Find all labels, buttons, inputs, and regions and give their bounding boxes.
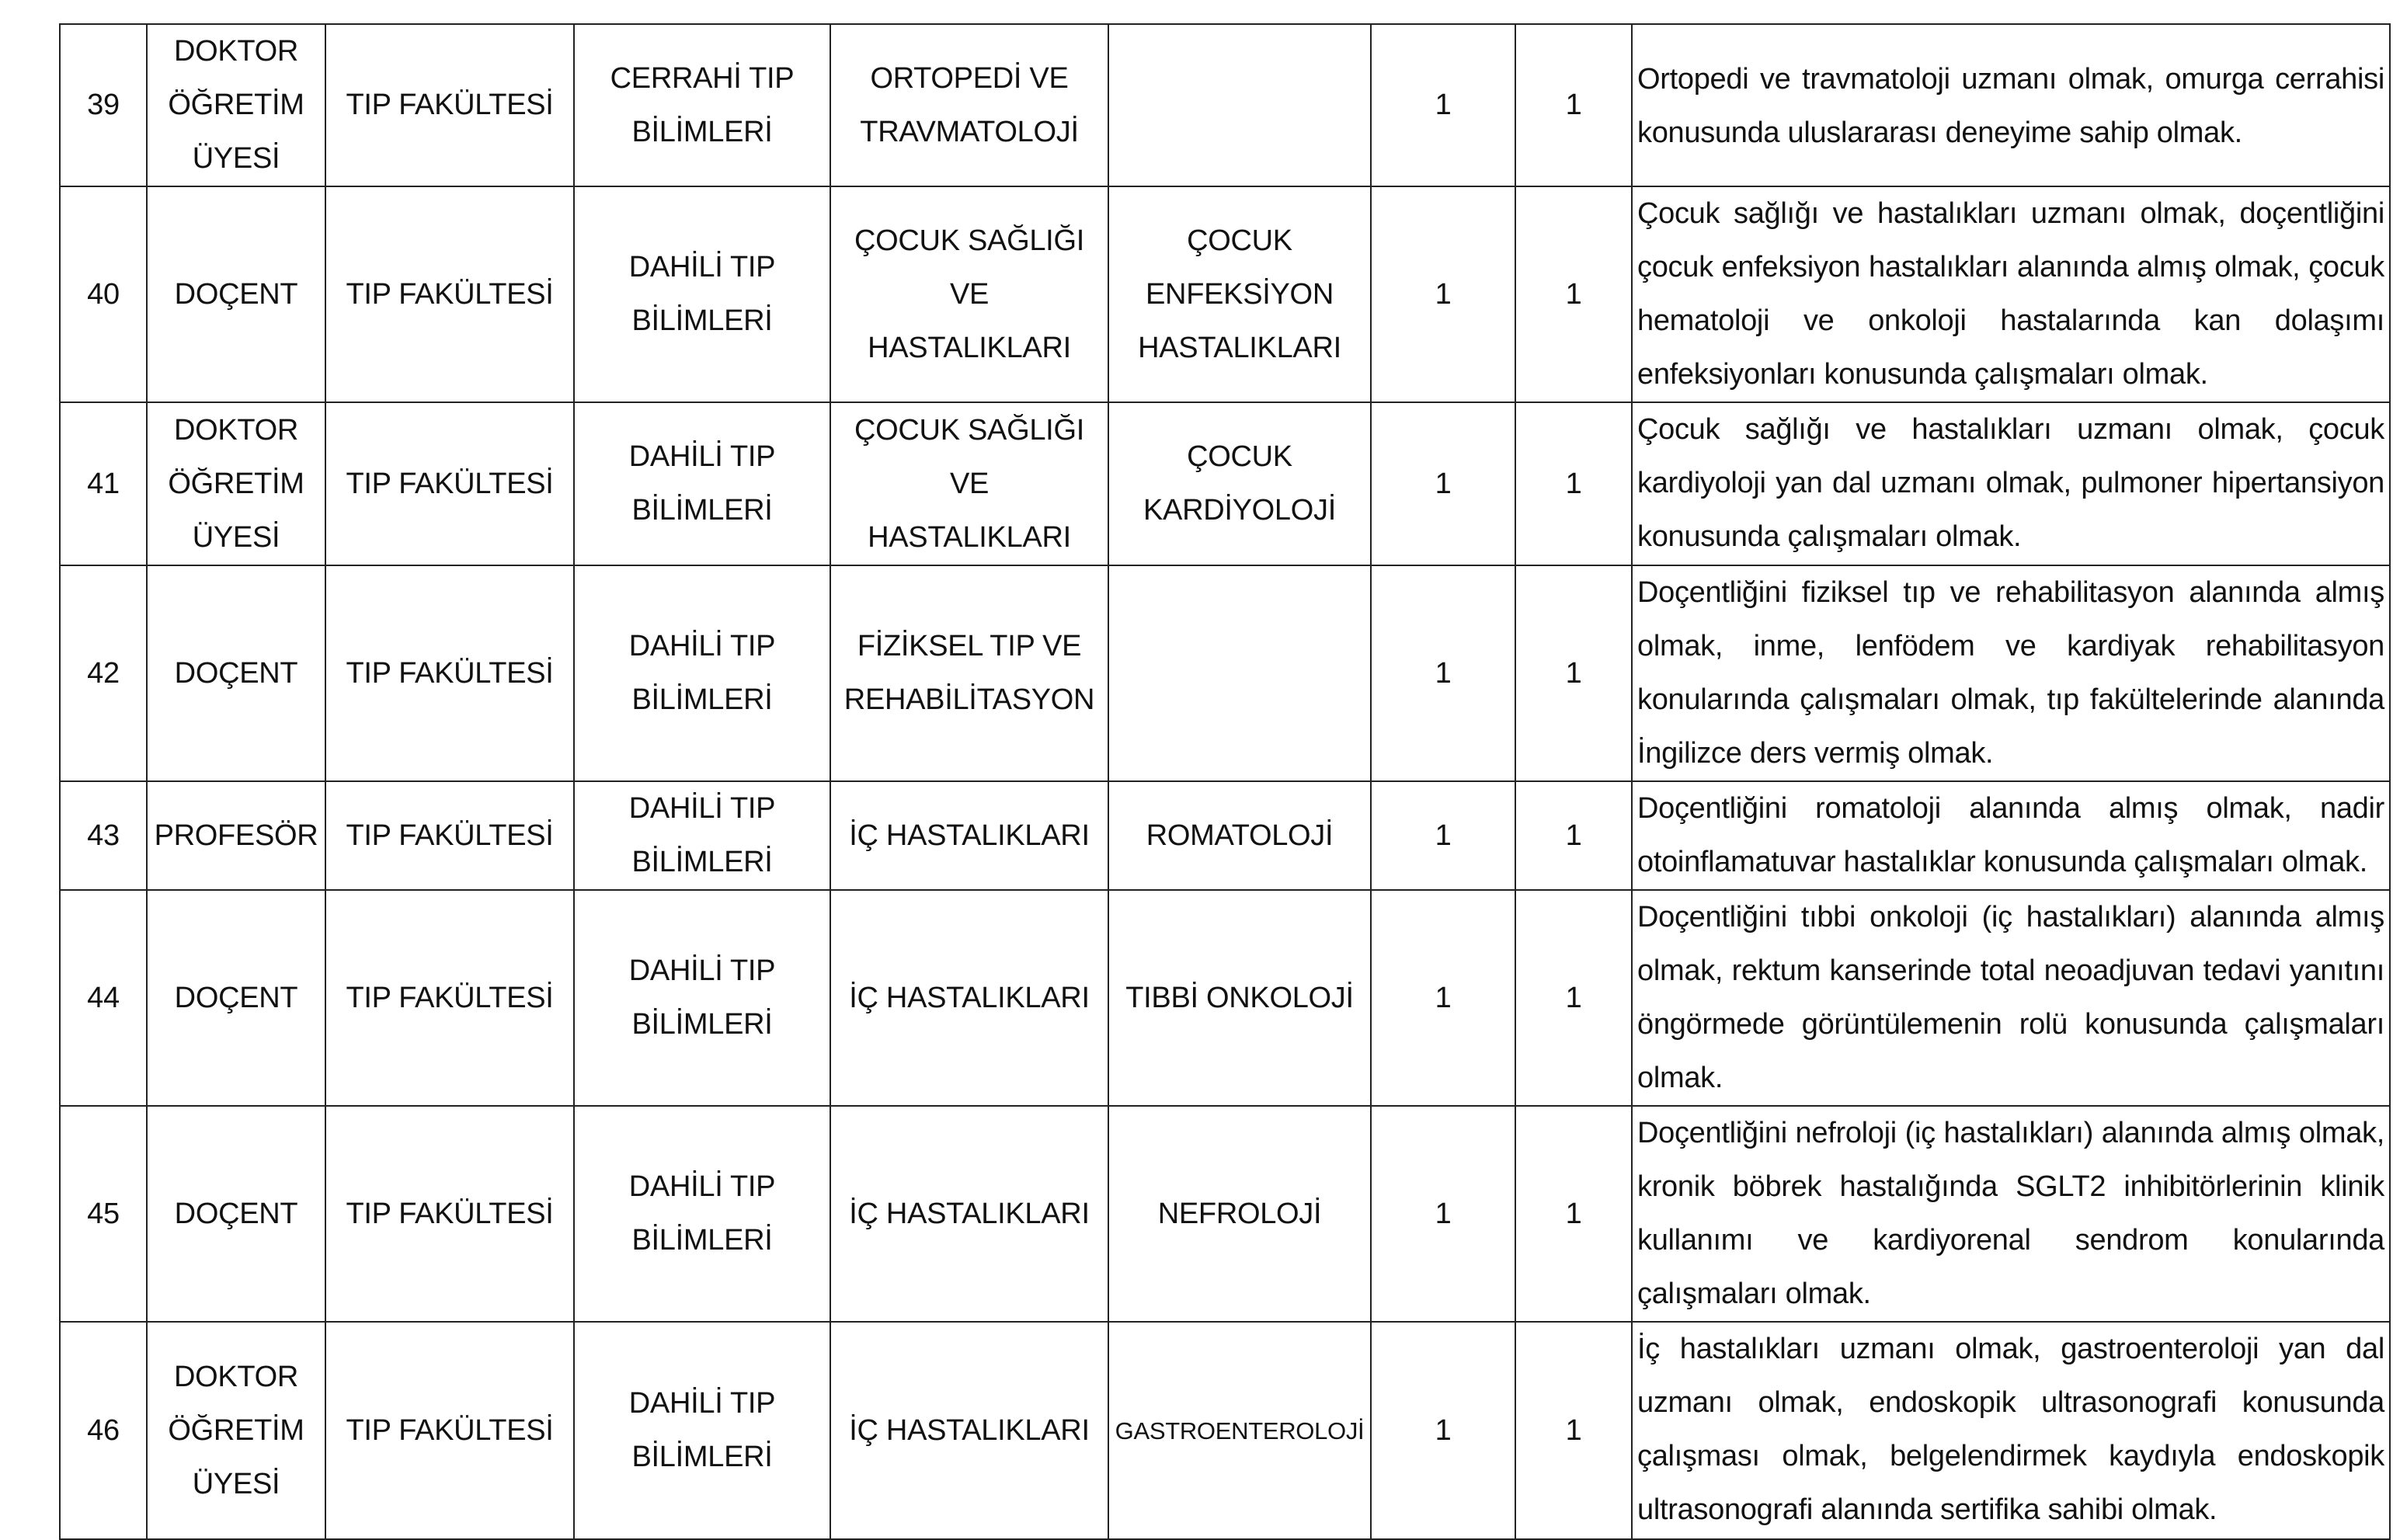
division: ÇOCUK SAĞLIĞI VE HASTALIKLARI: [830, 402, 1108, 565]
faculty: TIP FAKÜLTESİ: [325, 781, 574, 890]
division: ORTOPEDİ VE TRAVMATOLOJİ: [830, 24, 1108, 186]
division: FİZİKSEL TIP VE REHABİLİTASYON: [830, 565, 1108, 781]
position-count: 1: [1371, 781, 1515, 890]
academic-title: DOÇENT: [147, 1106, 325, 1322]
table-row: [60, 890, 2390, 1106]
row-number: 44: [60, 890, 147, 1106]
requirements: Çocuk sağlığı ve hastalıkları uzmanı olmak, çocuk kardiyoloji yan dal uzmanı olmak, pulmoner hipertansiyon konusunda çalışmaları olmak.: [1632, 402, 2390, 565]
position-count: 1: [1371, 1106, 1515, 1322]
row-number: 43: [60, 781, 147, 890]
position-count: 1: [1371, 402, 1515, 565]
position-count-total: 1: [1515, 890, 1632, 1106]
academic-title: PROFESÖR: [147, 781, 325, 890]
row-number: 40: [60, 186, 147, 402]
faculty: TIP FAKÜLTESİ: [325, 565, 574, 781]
faculty: TIP FAKÜLTESİ: [325, 890, 574, 1106]
department: CERRAHİ TIP BİLİMLERİ: [574, 24, 830, 186]
row-number: 41: [60, 402, 147, 565]
faculty: TIP FAKÜLTESİ: [325, 402, 574, 565]
position-count: 1: [1371, 565, 1515, 781]
position-count: 1: [1371, 186, 1515, 402]
department: DAHİLİ TIP BİLİMLERİ: [574, 402, 830, 565]
table-row: [60, 1106, 2390, 1322]
subdivision: ÇOCUK ENFEKSİYON HASTALIKLARI: [1108, 186, 1371, 402]
table-row: [60, 781, 2390, 890]
academic-title: DOKTOR ÖĞRETİM ÜYESİ: [147, 24, 325, 186]
academic-title: DOKTOR ÖĞRETİM ÜYESİ: [147, 402, 325, 565]
department: DAHİLİ TIP BİLİMLERİ: [574, 1322, 830, 1539]
requirements: Çocuk sağlığı ve hastalıkları uzmanı olmak, doçentliğini çocuk enfeksiyon hastalıkları alanında almış olmak, çocuk hematoloji ve onkoloji hastalarında kan dolaşımı enfeksiyonları konusunda çalışmaları olmak.: [1632, 186, 2390, 402]
academic-title: DOÇENT: [147, 890, 325, 1106]
academic-title: DOÇENT: [147, 186, 325, 402]
subdivision: ROMATOLOJİ: [1108, 781, 1371, 890]
department: DAHİLİ TIP BİLİMLERİ: [574, 565, 830, 781]
row-number: 42: [60, 565, 147, 781]
faculty: TIP FAKÜLTESİ: [325, 24, 574, 186]
requirements: Doçentliğini tıbbi onkoloji (iç hastalıkları) alanında almış olmak, rektum kanserinde total neoadjuvan tedavi yanıtını öngörmede görüntülemenin rolü konusunda çalışmaları olmak.: [1632, 890, 2390, 1106]
division: İÇ HASTALIKLARI: [830, 1106, 1108, 1322]
position-count-total: 1: [1515, 1106, 1632, 1322]
department: DAHİLİ TIP BİLİMLERİ: [574, 781, 830, 890]
department: DAHİLİ TIP BİLİMLERİ: [574, 890, 830, 1106]
position-count: 1: [1371, 1322, 1515, 1539]
position-count-total: 1: [1515, 565, 1632, 781]
division: İÇ HASTALIKLARI: [830, 781, 1108, 890]
department: DAHİLİ TIP BİLİMLERİ: [574, 1106, 830, 1322]
table-row: [60, 565, 2390, 781]
table-row: [60, 402, 2390, 565]
position-count-total: 1: [1515, 186, 1632, 402]
faculty: TIP FAKÜLTESİ: [325, 1106, 574, 1322]
position-count-total: 1: [1515, 402, 1632, 565]
row-number: 45: [60, 1106, 147, 1322]
requirements: Doçentliğini nefroloji (iç hastalıkları) alanında almış olmak, kronik böbrek hastalığında SGLT2 inhibitörlerinin klinik kullanımı ve kardiyorenal sendrom konularında çalışmaları olmak.: [1632, 1106, 2390, 1322]
subdivision: [1108, 565, 1371, 781]
department: DAHİLİ TIP BİLİMLERİ: [574, 186, 830, 402]
subdivision: NEFROLOJİ: [1108, 1106, 1371, 1322]
requirements: İç hastalıkları uzmanı olmak, gastroenteroloji yan dal uzmanı olmak, endoskopik ultrasonografi konusunda çalışması olmak, belgelendirmek kaydıyla endoskopik ultrasonografi alanında sertifika sahibi olmak.: [1632, 1322, 2390, 1539]
faculty: TIP FAKÜLTESİ: [325, 1322, 574, 1539]
division: İÇ HASTALIKLARI: [830, 1322, 1108, 1539]
requirements: Doçentliğini romatoloji alanında almış olmak, nadir otoinflamatuvar hastalıklar konusunda çalışmaları olmak.: [1632, 781, 2390, 890]
subdivision: ÇOCUK KARDİYOLOJİ: [1108, 402, 1371, 565]
table-row: [60, 1322, 2390, 1539]
staff-positions-table: [59, 23, 2391, 1540]
faculty: TIP FAKÜLTESİ: [325, 186, 574, 402]
subdivision: GASTROENTEROLOJİ: [1108, 1322, 1371, 1539]
subdivision: TIBBİ ONKOLOJİ: [1108, 890, 1371, 1106]
position-count: 1: [1371, 890, 1515, 1106]
subdivision: [1108, 24, 1371, 186]
division: İÇ HASTALIKLARI: [830, 890, 1108, 1106]
table-row: [60, 186, 2390, 402]
row-number: 46: [60, 1322, 147, 1539]
position-count-total: 1: [1515, 24, 1632, 186]
position-count-total: 1: [1515, 1322, 1632, 1539]
division: ÇOCUK SAĞLIĞI VE HASTALIKLARI: [830, 186, 1108, 402]
position-count-total: 1: [1515, 781, 1632, 890]
table-body: [60, 24, 2390, 1539]
requirements: Ortopedi ve travmatoloji uzmanı olmak, omurga cerrahisi konusunda uluslararası deneyime sahip olmak.: [1632, 24, 2390, 186]
requirements: Doçentliğini fiziksel tıp ve rehabilitasyon alanında almış olmak, inme, lenfödem ve kardiyak rehabilitasyon konularında çalışmaları olmak, tıp fakültelerinde alanında İngilizce ders vermiş olmak.: [1632, 565, 2390, 781]
academic-title: DOÇENT: [147, 565, 325, 781]
academic-title: DOKTOR ÖĞRETİM ÜYESİ: [147, 1322, 325, 1539]
position-count: 1: [1371, 24, 1515, 186]
row-number: 39: [60, 24, 147, 186]
table-row: [60, 24, 2390, 186]
